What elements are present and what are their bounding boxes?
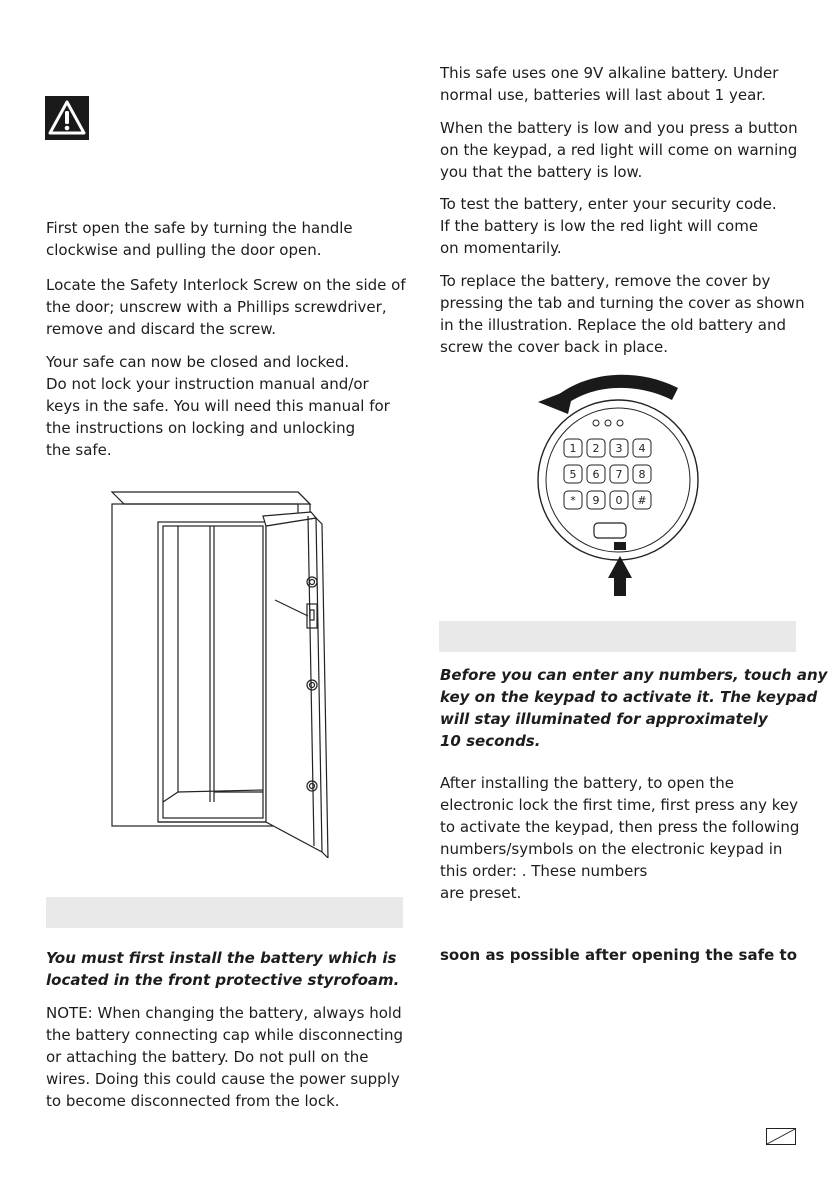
first-open-instructions: After installing the battery, to open the electronic lock the first time, first press any key to activate the keypad, then press the following numbers/symbols on the electronic keypad in this order: . These numbers are preset. [440, 774, 800, 902]
instructions-interlock-screw: Locate the Safety Interlock Screw on the side of the door; unscrew with a Phillips screwdriver, remove and discard the screw. [46, 276, 406, 338]
keypad-key-label: 5 [569, 468, 577, 481]
battery-section-header-bar [46, 897, 403, 928]
low-battery-warning: When the battery is low and you press a button on the keypad, a red light will come on warning you that the battery is low. [440, 119, 798, 181]
replace-battery-instructions: To replace the battery, remove the cover by pressing the tab and turning the cover as shown in the illustration. Replace the old battery and screw the cover back in place. [440, 272, 805, 356]
keypad-illustration [528, 370, 708, 598]
battery-info: This safe uses one 9V alkaline battery. Under normal use, batteries will last about 1 year. [440, 64, 779, 104]
page-number-box [766, 1128, 796, 1145]
keypad-key-label: 4 [638, 442, 646, 455]
keypad-key-label: 7 [615, 468, 623, 481]
instructions-close-lock: Your safe can now be closed and locked. Do not lock your instruction manual and/or keys in the safe. You will need this manual for the instructions on locking and unlocking the safe. [46, 353, 390, 459]
keypad-key-label: * [570, 494, 576, 507]
battery-change-note: NOTE: When changing the battery, always hold the battery connecting cap while disconnecting or attaching the battery. Do not pull on the wires. Doing this could cause the power supply to become disconnected from the lock. [46, 1004, 403, 1110]
battery-install-warning: You must first install the battery which is located in the front protective styrofoam. [46, 949, 400, 989]
keypad-activate-note: Before you can enter any numbers, touch any key on the keypad to activate it. The keypad will stay illuminated for approximately 10 seconds. [440, 666, 828, 750]
keypad-section-header-bar [439, 621, 796, 652]
keypad-key-label: 6 [592, 468, 600, 481]
keypad-key-label: 1 [569, 442, 577, 455]
keypad-key-label: 2 [592, 442, 600, 455]
keypad-key-label: 8 [638, 468, 646, 481]
keypad-key-label: 0 [615, 494, 623, 507]
keypad-key-label: # [637, 494, 647, 507]
warning-icon [45, 96, 89, 140]
change-code-note: soon as possible after opening the safe to [440, 946, 798, 964]
instructions-open-safe: First open the safe by turning the handle clockwise and pulling the door open. [46, 219, 353, 259]
safe-illustration [108, 486, 336, 858]
test-battery-instructions: To test the battery, enter your security code. If the battery is low the red light will come on momentarily. [440, 195, 777, 257]
keypad-key-label: 9 [592, 494, 600, 507]
keypad-key-label: 3 [615, 442, 623, 455]
